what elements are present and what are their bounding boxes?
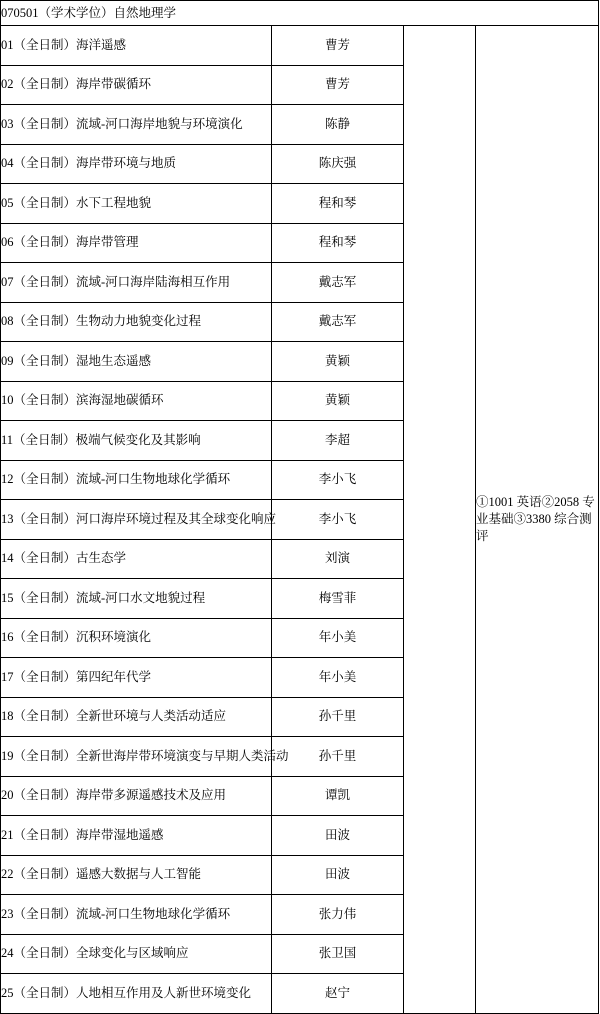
direction-name: 湿地生态遥感 [76, 353, 152, 368]
advisor-cell: 李小飞 [272, 460, 404, 500]
direction-cell [1, 263, 272, 303]
direction-name: 海洋遥感 [76, 37, 127, 52]
exam-subjects-cell: ①1001 英语②2058 专业基础③3380 综合测评 [476, 26, 599, 1014]
advisor-cell: 张卫国 [272, 934, 404, 974]
direction-name: 极端气候变化及其影响 [75, 432, 201, 447]
direction-name: 流域-河口水文地貌过程 [76, 590, 206, 605]
advisor-cell: 陈静 [272, 105, 404, 145]
blank-column-cell [404, 26, 476, 1014]
advisor-cell: 黄颖 [272, 381, 404, 421]
mode-text: （全日制） [13, 867, 77, 882]
advisor-cell: 刘演 [272, 539, 404, 579]
direction-name: 第四纪年代学 [76, 669, 152, 684]
direction-cell [1, 500, 277, 540]
mode-text: （全日制） [13, 274, 77, 289]
advisor-cell: 李超 [272, 421, 404, 461]
direction-cell [1, 895, 272, 935]
direction-name: 生物动力地貌变化过程 [76, 314, 202, 329]
direction-cell [1, 421, 272, 461]
advisor-cell: 程和琴 [272, 184, 404, 224]
advisor-cell: 田波 [272, 816, 404, 856]
direction-text: 13 [1, 511, 14, 526]
direction-text: 10 [1, 393, 14, 408]
mode-text: （全日制） [13, 314, 77, 329]
table-body [1, 1, 599, 1014]
mode-text: （全日制） [13, 37, 77, 52]
direction-text: 22 [1, 867, 14, 882]
direction-name: 河口海岸环境过程及其全球变化响应 [76, 511, 277, 526]
mode-text: （全日制） [13, 630, 77, 645]
advisor-cell: 戴志军 [272, 263, 404, 303]
advisor-cell: 黄颖 [272, 342, 404, 382]
mode-text: （全日制） [13, 116, 77, 131]
advisor-cell: 孙千里 [272, 697, 404, 737]
mode-text: （全日制） [13, 432, 76, 447]
direction-cell [1, 381, 272, 421]
mode-text: （全日制） [13, 551, 77, 566]
direction-text: 16 [1, 630, 14, 645]
direction-text: 11 [1, 432, 14, 447]
advisor-cell: 曹芳 [272, 26, 404, 66]
direction-cell [1, 460, 272, 500]
mode-text: （全日制） [13, 748, 77, 763]
direction-name: 流域-河口生物地球化学循环 [76, 472, 231, 487]
direction-text: 05 [1, 195, 14, 210]
mode-text: （全日制） [13, 195, 77, 210]
direction-cell [1, 934, 272, 974]
mode-text: （全日制） [13, 827, 77, 842]
advisor-cell: 程和琴 [272, 223, 404, 263]
direction-name: 海岸带多源遥感技术及应用 [76, 788, 227, 803]
mode-text: （全日制） [13, 393, 77, 408]
advisor-cell: 梅雪菲 [272, 579, 404, 619]
advisor-cell: 赵宁 [272, 974, 404, 1014]
mode-text: （全日制） [13, 709, 77, 724]
direction-cell [1, 697, 272, 737]
direction-cell [1, 26, 272, 66]
mode-text: （全日制） [13, 156, 77, 171]
direction-cell [1, 816, 272, 856]
direction-cell [1, 618, 272, 658]
direction-name: 全球变化与区域响应 [76, 946, 189, 961]
mode-text: （全日制） [13, 77, 77, 92]
direction-cell [1, 184, 272, 224]
direction-text: 02 [1, 77, 14, 92]
direction-name: 海岸带湿地遥感 [76, 827, 164, 842]
direction-name: 全新世海岸带环境演变与早期人类活动 [76, 748, 289, 763]
direction-cell [1, 302, 272, 342]
direction-cell [1, 855, 272, 895]
direction-cell [1, 579, 272, 619]
direction-cell [1, 223, 272, 263]
direction-text: 12 [1, 472, 14, 487]
table-row [1, 26, 599, 66]
direction-cell [1, 65, 272, 105]
mode-text: （全日制） [13, 985, 77, 1000]
direction-text: 18 [1, 709, 14, 724]
direction-text: 14 [1, 551, 14, 566]
direction-name: 水下工程地貌 [76, 195, 152, 210]
direction-text: 03 [1, 116, 14, 131]
advisor-cell: 年小美 [272, 658, 404, 698]
direction-text: 19 [1, 748, 14, 763]
major-header-row [1, 1, 599, 26]
direction-text: 01 [1, 37, 14, 52]
advisor-cell: 孙千里 [272, 737, 404, 777]
direction-cell [1, 342, 272, 382]
direction-text: 24 [1, 946, 14, 961]
mode-text: （全日制） [13, 669, 77, 684]
direction-text: 17 [1, 669, 14, 684]
direction-name: 海岸带管理 [76, 235, 139, 250]
direction-name: 海岸带碳循环 [76, 77, 152, 92]
direction-cell [1, 105, 272, 145]
advisor-cell: 年小美 [272, 618, 404, 658]
direction-cell [1, 737, 289, 777]
direction-name: 古生态学 [76, 551, 127, 566]
direction-text: 06 [1, 235, 14, 250]
direction-text: 21 [1, 827, 14, 842]
mode-text: （全日制） [13, 353, 77, 368]
direction-cell [1, 776, 272, 816]
direction-text: 20 [1, 788, 14, 803]
direction-text: 15 [1, 590, 14, 605]
mode-text: （全日制） [13, 788, 77, 803]
direction-name: 流域-河口生物地球化学循环 [76, 906, 231, 921]
advisor-cell: 李小飞 [272, 500, 404, 540]
direction-name: 全新世环境与人类活动适应 [76, 709, 227, 724]
mode-text: （全日制） [13, 906, 77, 921]
direction-name: 流域-河口海岸陆海相互作用 [76, 274, 231, 289]
advisor-cell: 谭凯 [272, 776, 404, 816]
direction-cell [1, 539, 272, 579]
advisor-cell: 曹芳 [272, 65, 404, 105]
mode-text: （全日制） [13, 472, 77, 487]
direction-name: 海岸带环境与地质 [76, 156, 177, 171]
direction-cell [1, 974, 272, 1014]
direction-cell [1, 144, 272, 184]
advisor-cell: 陈庆强 [272, 144, 404, 184]
advisor-cell: 戴志军 [272, 302, 404, 342]
direction-cell [1, 658, 272, 698]
advisor-cell: 张力伟 [272, 895, 404, 935]
direction-name: 沉积环境演化 [76, 630, 152, 645]
direction-text: 08 [1, 314, 14, 329]
mode-text: （全日制） [13, 235, 77, 250]
direction-name: 人地相互作用及人新世环境变化 [76, 985, 252, 1000]
mode-text: （全日制） [13, 511, 77, 526]
direction-text: 07 [1, 274, 14, 289]
direction-text: 25 [1, 985, 14, 1000]
major-header-cell: 070501（学术学位）自然地理学 [1, 1, 599, 26]
direction-name: 遥感大数据与人工智能 [76, 867, 202, 882]
mode-text: （全日制） [13, 590, 77, 605]
mode-text: （全日制） [13, 946, 77, 961]
direction-text: 09 [1, 353, 14, 368]
advisor-cell: 田波 [272, 855, 404, 895]
direction-name: 滨海湿地碳循环 [76, 393, 164, 408]
direction-text: 04 [1, 156, 14, 171]
direction-text: 23 [1, 906, 14, 921]
direction-name: 流域-河口海岸地貌与环境演化 [76, 116, 243, 131]
